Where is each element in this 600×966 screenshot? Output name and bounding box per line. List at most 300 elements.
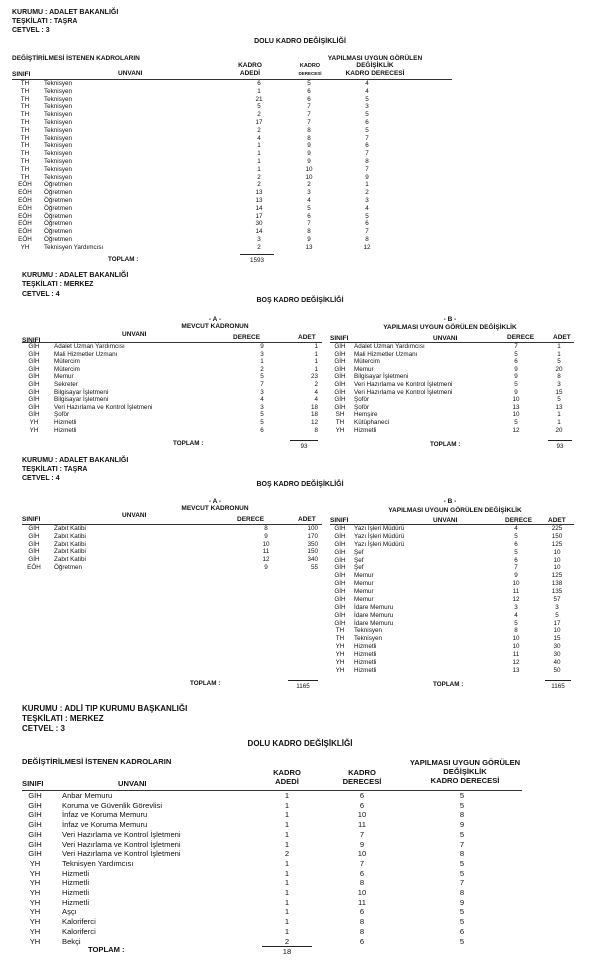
value-cell-2: 10: [305, 173, 313, 181]
sinifi-cell: YH: [335, 666, 345, 674]
unvani-cell: Öğretmen: [44, 220, 72, 228]
value-cell-2: 340: [307, 556, 318, 564]
value-cell-2: 7: [307, 103, 311, 111]
value-cell-1: 5: [260, 411, 264, 419]
value-cell-1: 5: [514, 419, 518, 426]
value-cell-1: 9: [260, 343, 264, 350]
unvani-cell: Öğretmen: [44, 212, 72, 220]
sinifi-cell: GİH: [334, 388, 346, 396]
value-cell-3: 5: [459, 829, 465, 839]
value-cell-2: 9: [307, 142, 311, 150]
value-cell-2: 11: [358, 820, 366, 830]
value-cell-2: 1: [314, 358, 318, 366]
sinifi-cell: TH: [20, 173, 30, 181]
value-cell-3: 5: [365, 111, 369, 119]
sinifi-cell: GİH: [28, 381, 40, 388]
unvani-cell: Şoför: [354, 396, 370, 404]
left-heading: DEĞİŞTİRİLMESİ İSTENEN KADROLARIN: [12, 55, 140, 62]
unvani-cell: Teknisyen: [44, 165, 73, 173]
cetvel-line: CETVEL : 4: [22, 475, 60, 482]
value-cell-3: 5: [365, 95, 369, 103]
value-cell-3: 7: [365, 165, 369, 173]
value-cell-2: 18: [310, 411, 318, 419]
value-cell-3: 7: [365, 150, 369, 158]
value-cell-1: 14: [255, 228, 263, 236]
sinifi-cell: GİH: [28, 540, 40, 548]
b-heading: YAPILMASI UYGUN GÖRÜLEN DEĞİŞİKLİK: [388, 507, 522, 514]
right-heading-1: YAPILMASI UYGUN GÖRÜLEN: [327, 55, 423, 62]
value-cell-1: 1: [284, 926, 290, 936]
value-cell-3: 4: [365, 87, 369, 95]
sinifi-cell: GİH: [334, 564, 346, 572]
unvani-cell: Zabıt Katibi: [54, 548, 86, 556]
value-cell-2: 6: [359, 800, 365, 810]
unvani-cell: Öğretmen: [44, 197, 72, 204]
b-unvani-header: UNVANI: [433, 517, 458, 524]
b-adet-header: ADET: [553, 334, 571, 341]
sinifi-header: SINIFI: [22, 516, 41, 523]
a-toplam-value: 93: [300, 443, 308, 450]
unvani-cell: Teknisyen: [44, 80, 73, 87]
unvani-cell: Veri Hazırlama ve Kontrol İşletmeni: [62, 839, 181, 849]
unvani-cell: Öğretmen: [44, 236, 72, 243]
value-cell-3: 3: [365, 103, 369, 111]
value-cell-3: 5: [459, 868, 465, 878]
sinifi-cell: GİH: [28, 791, 42, 800]
value-cell-2: 15: [553, 635, 561, 643]
value-cell-1: 6: [514, 358, 518, 366]
kadro-derecesi-header-1: KADRO: [348, 768, 376, 777]
unvani-cell: Şoför: [54, 411, 70, 419]
unvani-cell: Memur: [54, 373, 74, 381]
sinifi-cell: GİH: [334, 532, 346, 540]
total-rule: [240, 254, 274, 255]
derece-header: DERECE: [233, 334, 261, 341]
value-cell-1: 9: [514, 373, 518, 381]
value-cell-1: 9: [264, 564, 268, 571]
sinifi-cell: EÖH: [18, 212, 32, 220]
value-cell-2: 5: [307, 204, 311, 212]
sinifi-cell: GİH: [28, 343, 40, 350]
value-cell-2: 350: [307, 540, 318, 548]
value-cell-2: 150: [551, 532, 563, 540]
sinifi-cell: GİH: [334, 358, 346, 366]
unvani-cell: Teknisyen: [44, 134, 73, 142]
sinifi-cell: GİH: [334, 525, 346, 532]
value-cell-2: 150: [307, 548, 318, 556]
sinifi-cell: GİH: [334, 343, 346, 350]
value-cell-3: 6: [459, 926, 465, 936]
value-cell-1: 3: [257, 236, 261, 243]
sinifi-cell: YH: [29, 897, 41, 907]
unvani-cell: Bilgisayar İşletmeni: [54, 388, 109, 396]
unvani-cell: Adalet Uzman Yardımcısı: [354, 343, 425, 350]
value-cell-1: 13: [255, 189, 263, 197]
value-cell-2: 125: [551, 572, 563, 580]
kadro-adedi-header-2: ADEDİ: [275, 777, 299, 786]
sinifi-cell: GİH: [334, 556, 346, 564]
sinifi-cell: GİH: [334, 580, 346, 588]
sinifi-cell: GİH: [28, 403, 40, 411]
value-cell-2: 7: [359, 829, 365, 839]
kurumu-line: KURUMU : ADALET BAKANLIĞI: [22, 272, 129, 279]
unvani-cell: Adalet Uzman Yardımcısı: [54, 343, 125, 350]
sinifi-cell: YH: [29, 926, 41, 936]
unvani-cell: Mali Hizmetler Uzmanı: [354, 350, 418, 358]
value-cell-1: 13: [255, 197, 263, 204]
sinifi-cell: TH: [20, 119, 30, 126]
value-cell-2: 6: [359, 868, 365, 878]
value-cell-3: 7: [459, 839, 465, 849]
value-cell-2: 100: [307, 525, 318, 532]
unvani-cell: Kütüphaneci: [354, 419, 390, 426]
sinifi-cell: TH: [20, 134, 30, 142]
value-cell-2: 1: [557, 419, 561, 426]
value-cell-2: 8: [359, 917, 365, 927]
value-cell-1: 9: [514, 365, 518, 373]
unvani-cell: Kaloriferci: [62, 926, 96, 936]
unvani-cell: Hizmetli: [62, 878, 90, 888]
value-cell-3: 4: [365, 80, 369, 87]
value-cell-2: 8: [314, 426, 318, 434]
unvani-cell: Hizmetli: [62, 868, 90, 878]
sinifi-cell: GİH: [334, 350, 346, 358]
unvani-cell: İdare Memuru: [354, 619, 394, 627]
value-cell-2: 6: [359, 907, 365, 917]
unvani-cell: Şoför: [354, 403, 370, 411]
unvani-cell: Bilgisayar İşletmeni: [354, 373, 409, 381]
value-cell-2: 20: [555, 365, 563, 373]
sinifi-cell: YH: [29, 888, 41, 897]
value-cell-1: 5: [514, 350, 518, 358]
unvani-cell: Mütercim: [54, 358, 80, 366]
sinifi-cell: TH: [20, 80, 30, 87]
sinifi-cell: EÖH: [18, 189, 32, 197]
section-title: BOŞ KADRO DEĞİŞİKLİĞİ: [256, 481, 344, 488]
value-cell-1: 5: [514, 532, 518, 540]
sinifi-cell: YH: [29, 917, 41, 927]
value-cell-2: 10: [553, 556, 561, 564]
sinifi-cell: GİH: [334, 619, 346, 627]
sinifi-cell: YH: [335, 658, 345, 666]
unvani-cell: Öğretmen: [44, 189, 72, 197]
value-cell-1: 1: [257, 142, 261, 150]
unvani-cell: Teknisyen: [354, 627, 383, 635]
value-cell-1: 1: [284, 839, 290, 849]
unvani-cell: Hizmetli: [54, 419, 77, 426]
value-cell-1: 5: [257, 103, 261, 111]
a-label: - A -: [208, 498, 222, 505]
unvani-cell: Memur: [354, 588, 374, 596]
value-cell-1: 3: [260, 388, 264, 396]
value-cell-3: 12: [363, 243, 371, 251]
unvani-cell: Veri Hazırlama ve Kontrol İşletmeni: [62, 849, 181, 859]
sinifi-cell: GİH: [334, 603, 346, 611]
value-cell-2: 3: [555, 603, 559, 611]
unvani-cell: Memur: [354, 595, 374, 603]
sinifi-cell: GİH: [28, 365, 40, 373]
value-cell-3: 9: [365, 173, 369, 181]
value-cell-1: 1: [284, 917, 290, 927]
value-cell-1: 10: [512, 396, 520, 404]
sinifi-cell: YH: [29, 858, 41, 868]
value-cell-1: 1: [257, 150, 261, 158]
sinifi-cell: YH: [29, 907, 41, 917]
value-cell-3: 9: [459, 820, 465, 830]
sinifi-cell: GİH: [334, 540, 346, 548]
right-heading-1: YAPILMASI UYGUN GÖRÜLEN: [409, 758, 521, 767]
value-cell-3: 6: [365, 142, 369, 150]
sinifi-cell: GİH: [28, 358, 40, 366]
value-cell-1: 10: [512, 635, 520, 643]
sinifi-cell: GİH: [28, 548, 40, 556]
value-cell-3: 3: [365, 197, 369, 204]
value-cell-3: 4: [365, 204, 369, 212]
sinifi-cell: YH: [335, 426, 345, 434]
sinifi-cell: GİH: [28, 525, 40, 532]
unvani-cell: Teknisyen: [44, 95, 73, 103]
b-sinifi-header: SINIFI: [330, 335, 349, 342]
sinifi-cell: GİH: [28, 373, 40, 381]
value-cell-1: 11: [512, 588, 520, 596]
b-toplam-value: 1165: [551, 683, 565, 690]
value-cell-3: 6: [365, 220, 369, 228]
toplam-label: TOPLAM :: [88, 945, 125, 954]
value-cell-1: 1: [284, 888, 290, 897]
value-cell-2: 9: [307, 158, 311, 165]
sinifi-cell: GİH: [334, 588, 346, 596]
teskilati-line: TEŞKİLATI : TAŞRA: [12, 18, 78, 25]
unvani-cell: Hizmetli: [354, 643, 377, 651]
value-cell-2: 4: [314, 396, 318, 404]
value-cell-2: 2: [314, 381, 318, 388]
value-cell-3: 7: [459, 878, 465, 888]
value-cell-1: 1: [284, 791, 290, 800]
value-cell-2: 1: [557, 343, 561, 350]
value-cell-1: 2: [260, 365, 264, 373]
value-cell-1: 1: [284, 829, 290, 839]
unvani-header: UNVANI: [122, 512, 147, 519]
value-cell-3: 8: [459, 888, 465, 897]
value-cell-1: 8: [264, 525, 268, 532]
value-cell-3: 7: [365, 228, 369, 236]
sinifi-cell: GİH: [334, 548, 346, 556]
value-cell-2: 6: [307, 212, 311, 220]
sinifi-cell: TH: [20, 103, 30, 111]
value-cell-2: 10: [357, 888, 367, 897]
value-cell-2: 10: [357, 810, 367, 820]
value-cell-1: 2: [257, 126, 261, 134]
sinifi-cell: TH: [20, 87, 30, 95]
sinifi-cell: TH: [335, 635, 345, 643]
sinifi-cell: GİH: [28, 411, 40, 419]
value-cell-2: 13: [555, 403, 563, 411]
value-cell-1: 3: [260, 403, 264, 411]
value-cell-2: 8: [557, 373, 561, 381]
value-cell-1: 7: [514, 564, 518, 572]
value-cell-3: 5: [459, 791, 465, 800]
value-cell-1: 30: [255, 220, 263, 228]
value-cell-2: 6: [307, 95, 311, 103]
kadro-adedi-header-2: ADEDİ: [239, 70, 261, 77]
sinifi-cell: YH: [335, 651, 345, 659]
value-cell-2: 10: [553, 627, 561, 635]
value-cell-2: 170: [307, 532, 318, 540]
unvani-cell: Bekçi: [62, 936, 81, 946]
unvani-cell: Anbar Memuru: [62, 791, 113, 800]
value-cell-1: 1: [260, 358, 264, 366]
b-toplam-value: 93: [556, 443, 564, 450]
unvani-cell: Teknisyen: [44, 150, 73, 158]
value-cell-1: 1: [284, 868, 290, 878]
value-cell-2: 135: [551, 588, 563, 596]
value-cell-1: 12: [512, 658, 520, 666]
value-cell-1: 3: [514, 603, 518, 611]
unvani-cell: İdare Memuru: [354, 611, 394, 619]
value-cell-1: 1: [284, 858, 290, 868]
unvani-header: UNVANI: [122, 331, 147, 338]
sinifi-cell: TH: [20, 95, 30, 103]
unvani-cell: Memur: [354, 365, 374, 373]
unvani-cell: Teknisyen: [44, 142, 73, 150]
sinifi-cell: GİH: [334, 365, 346, 373]
unvani-cell: İnfaz ve Koruma Memuru: [62, 820, 148, 830]
value-cell-3: 5: [365, 126, 369, 134]
b-derece-header: DERECE: [505, 517, 533, 524]
value-cell-2: 55: [310, 564, 318, 571]
value-cell-1: 6: [257, 80, 261, 87]
unvani-cell: Hizmetli: [354, 426, 377, 434]
value-cell-2: 11: [358, 897, 366, 907]
unvani-cell: Mütercim: [354, 358, 380, 366]
value-cell-2: 8: [307, 126, 311, 134]
sinifi-cell: EÖH: [18, 220, 32, 228]
sinifi-cell: YH: [29, 936, 41, 946]
value-cell-2: 7: [359, 858, 365, 868]
value-cell-1: 10: [262, 540, 270, 548]
value-cell-1: 5: [514, 548, 518, 556]
value-cell-3: 5: [459, 917, 465, 927]
unvani-cell: Teknisyen Yardımcısı: [44, 243, 104, 251]
sinifi-cell: TH: [335, 419, 345, 426]
value-cell-1: 3: [260, 350, 264, 358]
sinifi-cell: EÖH: [18, 204, 32, 212]
value-cell-2: 4: [314, 388, 318, 396]
unvani-cell: Bilgisayar İşletmeni: [54, 396, 109, 404]
section-title: DOLU KADRO DEĞİŞİKLİĞİ: [254, 38, 346, 45]
teskilati-line: TEŞKİLATI : MERKEZ: [22, 714, 104, 723]
b-total-rule: [545, 680, 571, 681]
b-toplam-label: TOPLAM :: [430, 441, 461, 448]
value-cell-2: 1: [557, 350, 561, 358]
sinifi-cell: YH: [20, 243, 30, 251]
toplam-label: TOPLAM :: [108, 256, 139, 263]
sinifi-cell: EÖH: [18, 236, 32, 243]
a-toplam-value: 1165: [296, 683, 310, 690]
sinifi-cell: GİH: [28, 839, 42, 849]
value-cell-2: 17: [553, 619, 561, 627]
value-cell-1: 21: [255, 95, 263, 103]
sinifi-cell: TH: [20, 142, 30, 150]
value-cell-3: 5: [459, 936, 465, 946]
unvani-cell: Öğretmen: [44, 181, 72, 189]
sinifi-cell: GİH: [28, 556, 40, 564]
toplam-value: 1593: [249, 257, 264, 264]
value-cell-3: 8: [365, 158, 369, 165]
sinifi-cell: GİH: [28, 388, 40, 396]
value-cell-1: 2: [257, 173, 261, 181]
value-cell-2: 10: [305, 165, 313, 173]
value-cell-1: 1: [284, 907, 290, 917]
unvani-cell: Zabıt Katibi: [54, 556, 86, 564]
value-cell-1: 10: [512, 643, 520, 651]
sinifi-cell: GİH: [28, 396, 40, 404]
value-cell-1: 8: [514, 627, 518, 635]
unvani-cell: Veri Hazırlama ve Kontrol İşletmeni: [62, 829, 181, 839]
value-cell-1: 1: [257, 165, 261, 173]
header-rule: [12, 79, 452, 80]
value-cell-2: 225: [551, 525, 563, 532]
unvani-cell: Memur: [354, 580, 374, 588]
a-label: - A -: [208, 316, 222, 323]
kadro-adedi-header-1: KADRO: [238, 62, 262, 69]
unvani-cell: Memur: [354, 572, 374, 580]
sinifi-cell: GİH: [28, 350, 40, 358]
value-cell-1: 17: [255, 212, 263, 220]
a-total-rule: [290, 440, 318, 441]
sinifi-header: SINIFI: [22, 779, 44, 788]
sinifi-cell: GİH: [28, 532, 40, 540]
unvani-cell: Öğretmen: [54, 564, 82, 571]
value-cell-1: 5: [514, 619, 518, 627]
unvani-cell: Hizmetli: [354, 651, 377, 659]
unvani-cell: Sekreter: [54, 381, 78, 388]
sinifi-cell: GİH: [334, 381, 346, 388]
value-cell-3: 2: [365, 189, 369, 197]
sinifi-cell: GİH: [28, 820, 42, 830]
sinifi-cell: SH: [335, 411, 345, 419]
sinifi-cell: GİH: [28, 849, 42, 859]
unvani-cell: Öğretmen: [44, 228, 72, 236]
value-cell-2: 15: [555, 388, 563, 396]
value-cell-3: 5: [459, 800, 465, 810]
sinifi-cell: TH: [20, 165, 30, 173]
unvani-header: UNVANI: [118, 779, 147, 788]
value-cell-1: 10: [512, 411, 520, 419]
right-heading-2: DEĞİŞİKLİK: [356, 62, 394, 69]
value-cell-2: 8: [307, 228, 311, 236]
sinifi-cell: TH: [20, 111, 30, 119]
left-heading: DEĞİŞTİRİLMESİ İSTENEN KADROLARIN: [22, 757, 172, 766]
right-heading-3: KADRO DERECESİ: [345, 70, 405, 77]
value-cell-2: 9: [307, 150, 311, 158]
value-cell-1: 2: [257, 243, 261, 251]
value-cell-1: 9: [264, 532, 268, 540]
value-cell-2: 2: [307, 181, 311, 189]
value-cell-1: 2: [284, 849, 290, 859]
value-cell-3: 8: [365, 236, 369, 243]
kadro-adedi-header-1: KADRO: [273, 768, 301, 777]
unvani-cell: İdare Memuru: [354, 603, 394, 611]
unvani-cell: Teknisyen: [354, 635, 383, 643]
right-heading-3: KADRO DERECESİ: [430, 776, 500, 785]
value-cell-1: 12: [512, 426, 520, 434]
sinifi-cell: TH: [335, 627, 345, 635]
adet-header: ADET: [298, 516, 316, 523]
value-cell-2: 7: [307, 119, 311, 126]
value-cell-2: 138: [551, 580, 563, 588]
teskilati-line: TEŞKİLATI : TAŞRA: [22, 466, 88, 473]
